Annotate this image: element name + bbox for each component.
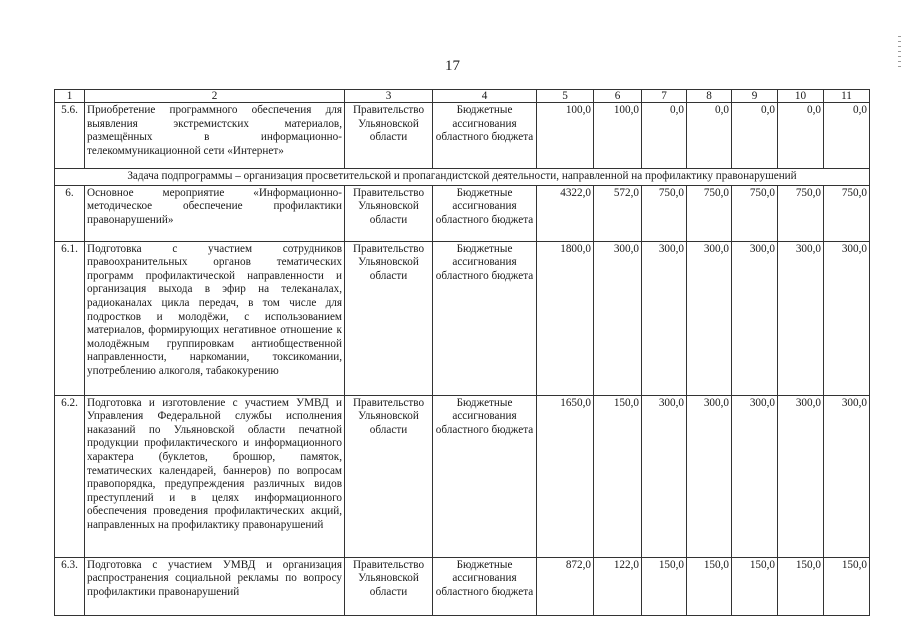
row-funding-source: Бюджетные ассигнования областного бюджета — [433, 241, 537, 395]
row-value: 0,0 — [732, 103, 778, 169]
row-value: 300,0 — [732, 241, 778, 395]
row-number: 6.1. — [55, 241, 85, 395]
row-value: 300,0 — [778, 241, 824, 395]
row-description: Подготовка и изготовление с участием УМВД и Управления Федеральной службы исполнения наказаний по Ульяновской области печатной продукции профилактического и информационного характера (буклетов, брошюр, памяток, тематических календарей, баннеров) по вопросам правопорядка, предупреждения различных видов преступлений и в целях информационного обеспечения проведения профилактических акций, направленных на профилактику правонарушений — [85, 395, 345, 557]
row-value: 300,0 — [687, 395, 732, 557]
row-value: 0,0 — [824, 103, 870, 169]
row-value: 300,0 — [824, 241, 870, 395]
row-description: Основное мероприятие «Информационно-методическое обеспечение профилактики правонарушений» — [85, 185, 345, 241]
table-row — [55, 185, 870, 241]
row-value: 300,0 — [732, 395, 778, 557]
row-value: 4322,0 — [537, 185, 594, 241]
row-value: 300,0 — [594, 241, 642, 395]
table-row — [55, 557, 870, 615]
row-value: 1650,0 — [537, 395, 594, 557]
column-number: 11 — [824, 90, 870, 103]
row-value: 150,0 — [687, 557, 732, 615]
row-value: 300,0 — [687, 241, 732, 395]
row-funding-source: Бюджетные ассигнования областного бюджета — [433, 557, 537, 615]
row-executor: Правительство Ульяновской области — [345, 557, 433, 615]
column-number: 10 — [778, 90, 824, 103]
column-number: 7 — [642, 90, 687, 103]
column-number: 5 — [537, 90, 594, 103]
row-value: 750,0 — [642, 185, 687, 241]
row-executor: Правительство Ульяновской области — [345, 241, 433, 395]
row-description: Приобретение программного обеспечения для выявления экстремистских материалов, размещённых в информационно-телекоммуникационной сети «Интернет» — [85, 103, 345, 169]
row-funding-source: Бюджетные ассигнования областного бюджета — [433, 185, 537, 241]
row-value: 100,0 — [594, 103, 642, 169]
row-value: 750,0 — [687, 185, 732, 241]
column-number: 9 — [732, 90, 778, 103]
row-value: 1800,0 — [537, 241, 594, 395]
row-value: 150,0 — [778, 557, 824, 615]
row-value: 300,0 — [778, 395, 824, 557]
table-header-row — [55, 90, 870, 103]
row-value: 572,0 — [594, 185, 642, 241]
row-executor: Правительство Ульяновской области — [345, 185, 433, 241]
column-number: 8 — [687, 90, 732, 103]
budget-table — [54, 89, 870, 616]
column-number: 4 — [433, 90, 537, 103]
row-value: 872,0 — [537, 557, 594, 615]
subprogram-task: Задача подпрограммы – организация просветительской и пропагандистской деятельности, направленной на профилактику правонарушений — [55, 169, 870, 186]
table-row — [55, 395, 870, 557]
row-funding-source: Бюджетные ассигнования областного бюджета — [433, 395, 537, 557]
column-number: 3 — [345, 90, 433, 103]
column-number: 6 — [594, 90, 642, 103]
row-description: Подготовка с участием УМВД и организация распространения социальной рекламы по вопросу профилактики правонарушений — [85, 557, 345, 615]
row-value: 150,0 — [642, 557, 687, 615]
column-number: 2 — [85, 90, 345, 103]
row-number: 6. — [55, 185, 85, 241]
row-value: 0,0 — [687, 103, 732, 169]
row-executor: Правительство Ульяновской области — [345, 103, 433, 169]
row-executor: Правительство Ульяновской области — [345, 395, 433, 557]
row-value: 750,0 — [732, 185, 778, 241]
column-number: 1 — [55, 90, 85, 103]
row-value: 750,0 — [824, 185, 870, 241]
task-row — [55, 169, 870, 186]
row-number: 6.3. — [55, 557, 85, 615]
row-value: 150,0 — [594, 395, 642, 557]
row-value: 300,0 — [642, 395, 687, 557]
row-value: 300,0 — [824, 395, 870, 557]
row-value: 0,0 — [778, 103, 824, 169]
row-value: 750,0 — [778, 185, 824, 241]
row-value: 150,0 — [732, 557, 778, 615]
table-row — [55, 103, 870, 169]
row-description: Подготовка с участием сотрудников правоохранительных органов тематических программ профилактической направленности и организация выхода в эфир на телеканалах, радиоканалах цикла передач, в том числе для подростков и молодёжи, с использованием материалов, формирующих негативное отношение к молодёжным группировкам антиобщественной направленности, наркомании, токсикомании, употреблению алкоголя, табакокурению — [85, 241, 345, 395]
row-value: 122,0 — [594, 557, 642, 615]
table-row — [55, 241, 870, 395]
row-number: 5.6. — [55, 103, 85, 169]
scan-margin-marks — [898, 36, 902, 96]
page-number: 17 — [445, 58, 460, 74]
row-funding-source: Бюджетные ассигнования областного бюджета — [433, 103, 537, 169]
row-value: 100,0 — [537, 103, 594, 169]
row-value: 0,0 — [642, 103, 687, 169]
row-value: 150,0 — [824, 557, 870, 615]
row-number: 6.2. — [55, 395, 85, 557]
row-value: 300,0 — [642, 241, 687, 395]
